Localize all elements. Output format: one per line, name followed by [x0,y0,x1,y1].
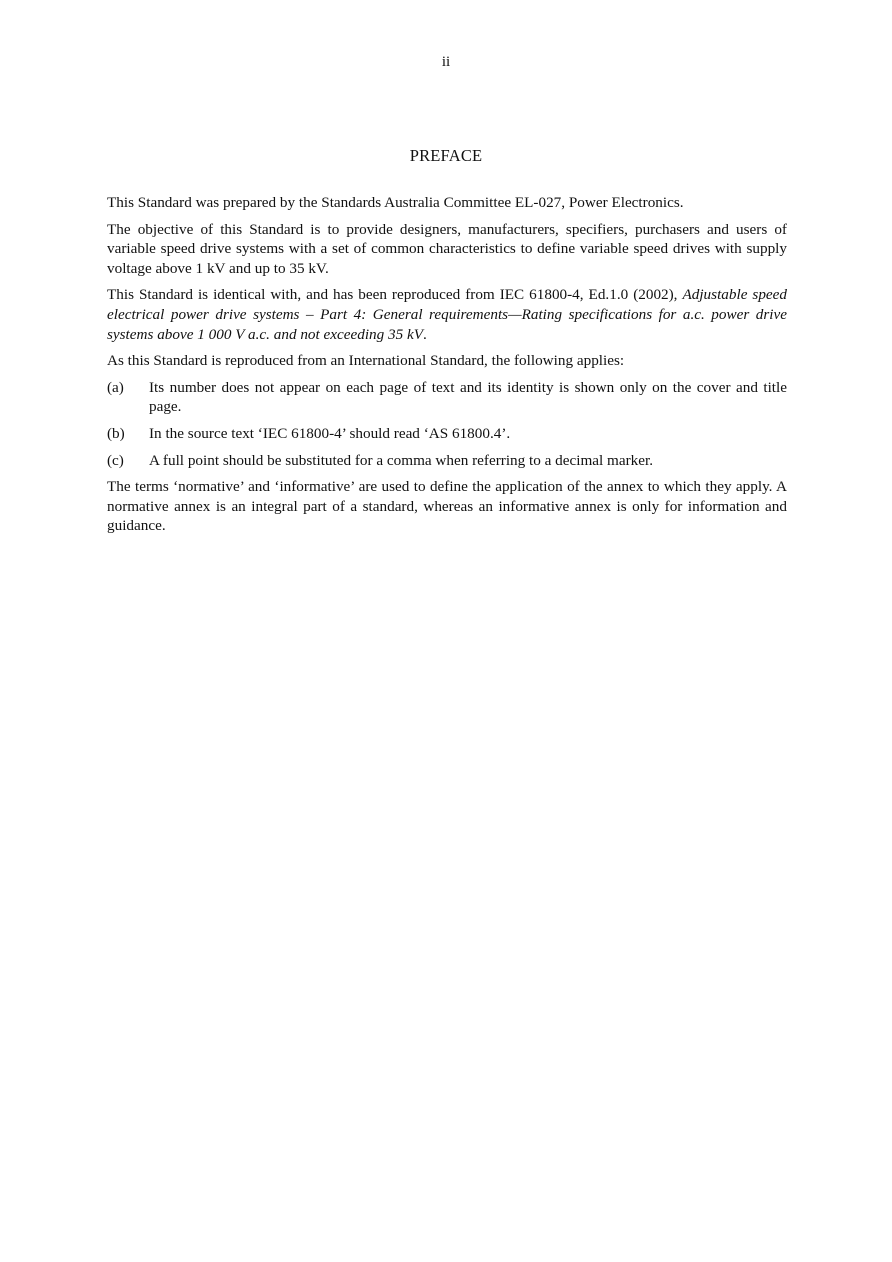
normative-paragraph: The terms ‘normative’ and ‘informative’ are used to define the application of the annex to which they apply. A normative annex is an integral part of a standard, whereas an informative annex is only for information and guidance. [107,478,787,535]
list-item [107,451,787,471]
source-paragraph [107,285,787,344]
source-lead-text: This Standard is identical with, and has been reproduced from IEC 61800-4, Ed.1.0 (2002), [107,286,683,304]
list-item-label: (c) [107,451,124,469]
applies-paragraph: As this Standard is reproduced from an International Standard, the following applies: [107,352,625,370]
list-item-text: A full point should be substituted for a comma when referring to a decimal marker. [149,451,654,469]
source-standard-title: Adjustable speed electrical power drive systems – Part 4: General requirements—Rating specifications for a.c. power drive systems above 1 000 V a.c. and not exceeding 35 kV [107,286,787,343]
page-title: PREFACE [409,146,483,165]
list-item-label: (b) [107,424,125,442]
list-item-text: Its number does not appear on each page of text and its identity is shown only on the cover and title page. [149,378,787,416]
list-item [107,378,787,417]
list-item-label: (a) [107,378,124,396]
list-item [107,424,787,444]
list-item-text: In the source text ‘IEC 61800-4’ should read ‘AS 61800.4’. [149,424,511,442]
page-number: ii [441,54,451,70]
source-end-punctuation: . [423,325,427,343]
committee-paragraph: This Standard was prepared by the Standards Australia Committee EL-027, Power Electronics. [107,194,684,211]
objective-paragraph: The objective of this Standard is to provide designers, manufacturers, specifiers, purchasers and users of variable speed drive systems with a set of common characteristics to define variable speed drives with supply voltage above 1 kV and up to 35 kV. [107,220,787,277]
preface-body [107,193,787,543]
